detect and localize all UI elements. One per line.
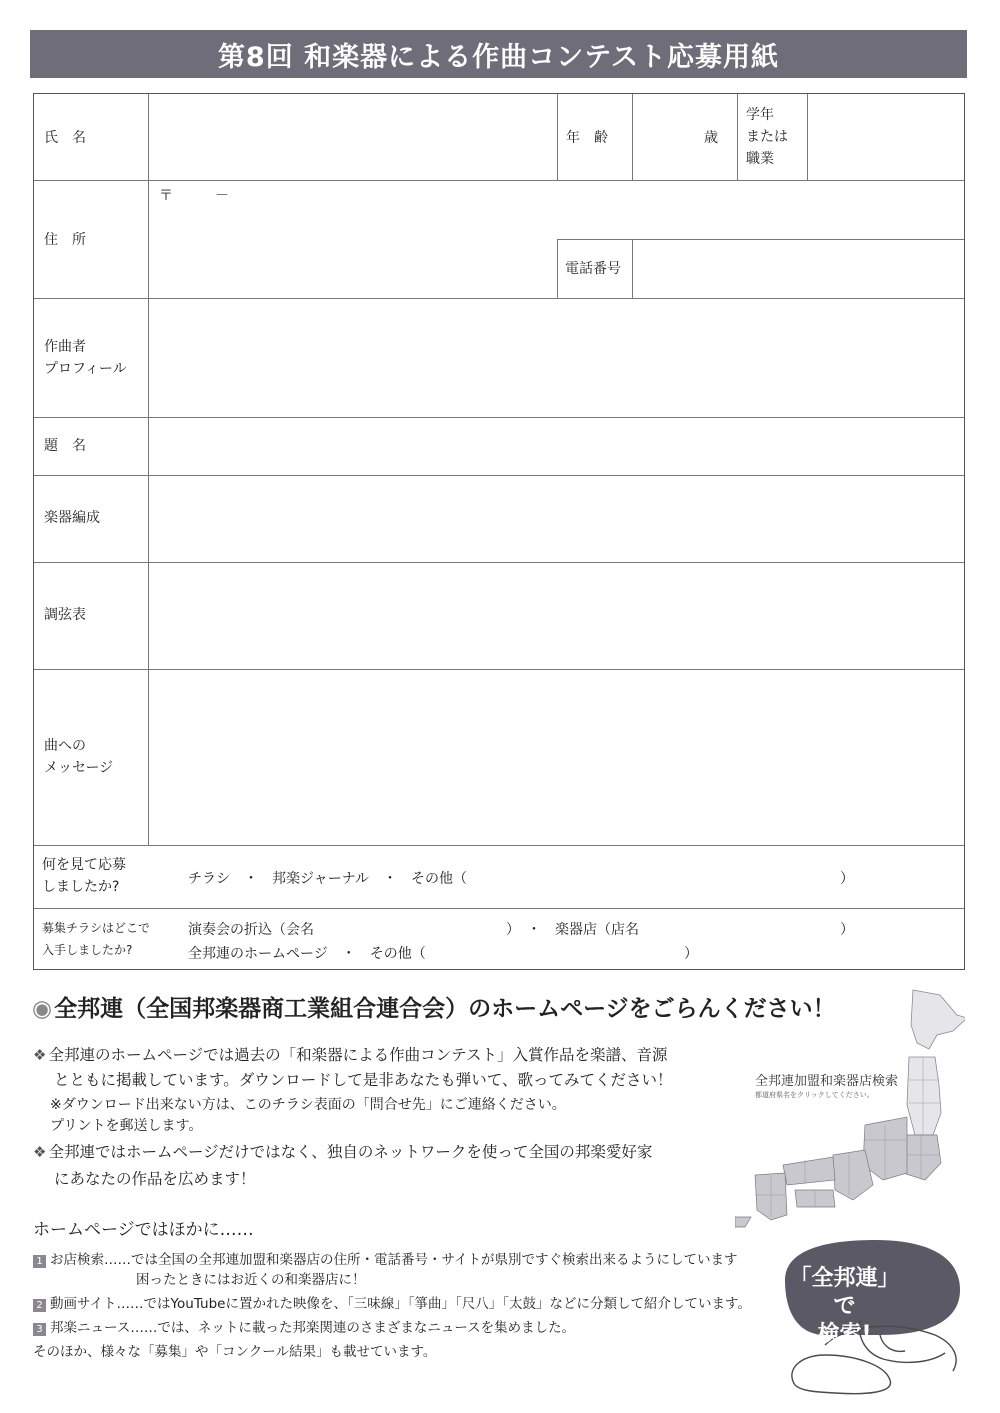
row-divider (34, 669, 964, 670)
diamond-bullet-icon: ❖ (33, 1143, 47, 1161)
label-column-divider (148, 94, 149, 845)
list-item-continuation: 困ったときにはお近くの和楽器店に！ (136, 1272, 366, 1288)
source-label (42, 854, 126, 898)
message-label-line: 曲への (44, 738, 86, 754)
number-badge: 3 (33, 1323, 46, 1336)
diamond-bullet-icon: ❖ (33, 1046, 47, 1064)
flyer-label (42, 917, 150, 961)
source-options: チラシ ・ 邦楽ジャーナル ・ その他（ (188, 871, 468, 887)
list-item-text: 邦楽ニュース……では、ネットに載った邦楽関連のさまざまなニュースを集めました。 (50, 1320, 576, 1336)
list-item (33, 1294, 751, 1314)
flyer-option-other-close: ） (684, 946, 698, 962)
column-divider (737, 94, 738, 180)
download-note-2: プリントを郵送します。 (50, 1118, 203, 1134)
application-form (33, 93, 965, 970)
source-close: ） (840, 871, 854, 887)
grade-label (746, 104, 788, 170)
grade-label-line: 職業 (746, 151, 774, 167)
column-divider (807, 94, 808, 180)
row-divider (34, 845, 964, 846)
mouse-outline (792, 1355, 891, 1394)
map-subtitle: 都道府県名をクリックしてください。 (755, 1091, 874, 1099)
source-label-line: 何を見て応募 (42, 857, 126, 873)
grade-label-line: または (746, 129, 788, 145)
row-divider (34, 417, 964, 418)
column-divider (557, 94, 558, 180)
map-region-kanto (903, 1135, 941, 1180)
closing-text: そのほか、様々な「募集」や「コンクール結果」も載せています。 (33, 1344, 437, 1360)
message-label (44, 735, 113, 779)
homepage-heading (32, 990, 836, 1023)
list-item-text: 動画サイト……ではYouTubeに置かれた映像を、「三味線」「箏曲」「尺八」「太鼓」などに分類して紹介しています。 (50, 1296, 751, 1312)
circle-bullet-icon: ◉ (32, 996, 53, 1022)
flyer-label-line: 募集チラシはどこで (42, 921, 151, 935)
list-item (33, 1318, 575, 1338)
row-divider (34, 298, 964, 299)
map-region-hokkaido (911, 990, 965, 1049)
source-label-line: しましたか? (42, 879, 120, 895)
paragraph-2-line-1: 全邦連ではホームページだけではなく、独自のネットワークを使って全国の邦楽愛好家 (48, 1143, 653, 1161)
list-item-text: お店検索……では全国の全邦連加盟和楽器店の住所・電話番号・サイトが県別ですぐ検索出来るようにしています (50, 1252, 738, 1268)
message-label-line: メッセージ (44, 760, 114, 776)
map-region-kinki (833, 1150, 873, 1200)
grade-label-line: 学年 (746, 107, 774, 123)
sub-heading: ホームページではほかに…… (33, 1220, 254, 1240)
address-label: 住 所 (44, 232, 86, 248)
list-item (33, 1250, 738, 1270)
profile-label-line: プロフィール (44, 361, 127, 377)
search-badge-line-1: 「全邦連」で (789, 1266, 900, 1319)
map-title: 全邦連加盟和楽器店検索 (755, 1074, 899, 1089)
japan-map-illustration (735, 985, 965, 1235)
flyer-option-concert: 演奏会の折込（会名 (188, 922, 314, 938)
column-divider (632, 94, 633, 180)
form-title-banner (30, 30, 967, 78)
age-unit: 歳 (704, 130, 718, 146)
name-label: 氏 名 (44, 130, 86, 146)
row-divider (34, 475, 964, 476)
flyer-label-line: 入手しましたか? (42, 943, 133, 957)
profile-label-line: 作曲者 (44, 339, 86, 355)
column-divider (632, 239, 633, 298)
tuning-label: 調弦表 (44, 607, 86, 623)
postal-mark: 〒 － (159, 188, 229, 204)
row-divider (34, 908, 964, 909)
flyer-option-store: ） ・ 楽器店（店名 (506, 922, 639, 938)
paragraph-2 (33, 1140, 652, 1164)
paragraph-1-line-1: 全邦連のホームページでは過去の「和楽器による作曲コンテスト」入賞作品を楽譜、音源 (48, 1046, 668, 1064)
number-badge: 2 (33, 1299, 46, 1312)
map-region-tohoku (907, 1057, 941, 1135)
flyer-option-store-close: ） (840, 922, 854, 938)
instruments-label: 楽器編成 (44, 510, 100, 526)
okinawa-inset (735, 1217, 751, 1227)
paragraph-1 (33, 1043, 668, 1067)
flyer-option-homepage: 全邦連のホームページ ・ その他（ (188, 946, 426, 962)
download-note: ※ダウンロード出来ない方は、このチラシ表面の「問合せ先」にご連絡ください。 (50, 1097, 566, 1113)
search-badge[interactable] (782, 1265, 907, 1347)
title-label: 題 名 (44, 438, 86, 454)
profile-label (44, 336, 127, 380)
row-divider (34, 562, 964, 563)
paragraph-1-line-2: とともに掲載しています。ダウンロードして是非あなたも弾いて、歌ってみてください！ (54, 1071, 673, 1089)
homepage-heading-text: 全邦連（全国邦楽器商工業組合連合会）のホームページをごらんください！ (54, 996, 836, 1022)
map-region-chugoku (783, 1157, 835, 1185)
paragraph-2-line-2: にあなたの作品を広めます！ (54, 1170, 256, 1188)
number-badge: 1 (33, 1255, 46, 1268)
row-divider (34, 180, 964, 181)
age-label: 年 齢 (566, 130, 608, 146)
search-badge-line-2: 検索! (817, 1322, 872, 1347)
phone-label: 電話番号 (565, 261, 621, 277)
row-divider (557, 239, 964, 240)
form-title: 第8回 和楽器による作曲コンテスト応募用紙 (217, 41, 780, 73)
column-divider (557, 239, 558, 298)
